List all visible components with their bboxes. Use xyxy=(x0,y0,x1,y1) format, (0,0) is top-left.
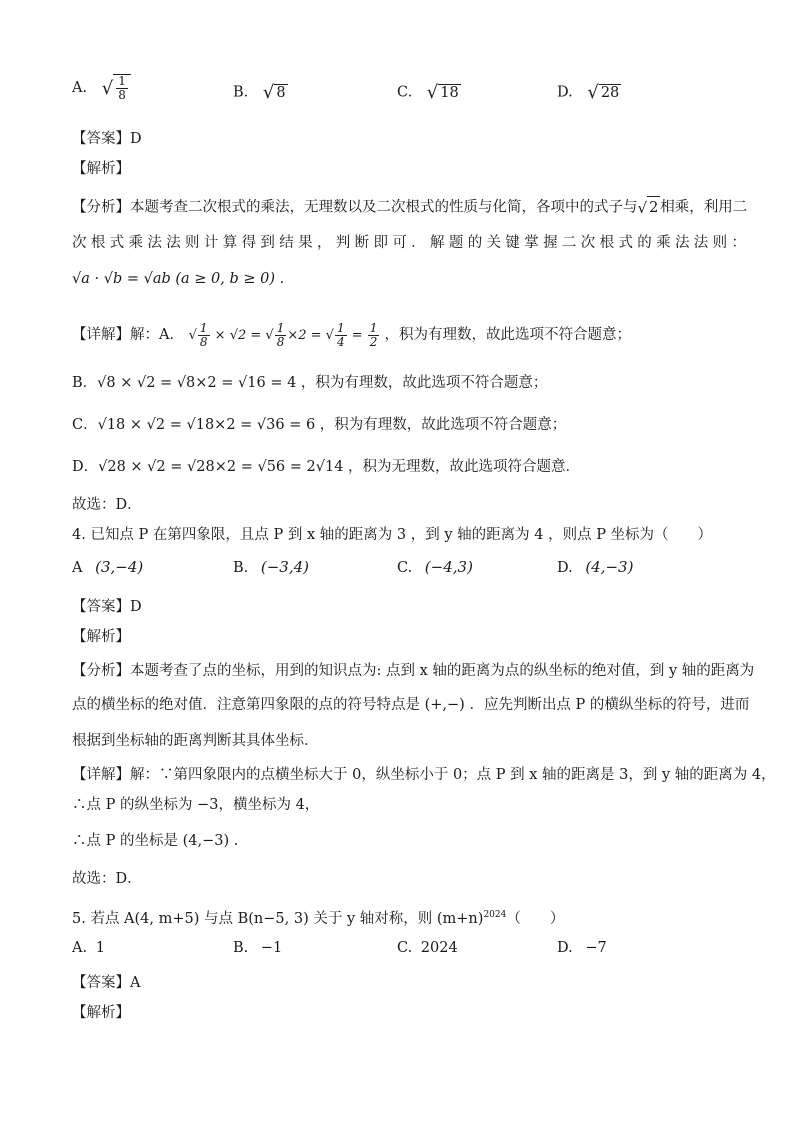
q4-fenxi-line-3: 根据到坐标轴的距离判断其具体坐标． xyxy=(72,733,319,749)
q3-fenxi-line-1 xyxy=(72,196,746,219)
radicand: 28 xyxy=(600,85,620,101)
q4-detail-2: ∴点 P 的纵坐标为 −3，横坐标为 4， xyxy=(72,797,320,813)
option-label: C. xyxy=(397,84,413,101)
q5-stem xyxy=(72,904,746,930)
option-label: A xyxy=(72,560,83,576)
exponent: 2024 xyxy=(483,910,507,920)
q5-answer xyxy=(72,972,746,994)
q4-fenxi-line-2: 点的横坐标的绝对值．注意第四象限的点的符号特点是 (+,−) ．应先判断出点 P 的横纵坐标的符号，进而 xyxy=(72,697,750,713)
sqrt-expression: √ 18 xyxy=(426,82,459,103)
sqrt-expression: √ $\frac{1}{8}$ xyxy=(102,74,131,102)
q3-fenxi-line-3: √a · √b = √ab (a ≥ 0, b ≥ 0) . xyxy=(72,271,285,287)
fenxi-text: 本题考查二次根式的乘法，无理数以及二次根式的性质与化简，各项中的式子与 xyxy=(130,199,638,216)
fenxi-text: 本题考查了点的坐标，用到的知识点为: 点到 x 轴的距离为点的纵坐标的绝对值，到 y 轴的距离为 xyxy=(130,663,755,679)
q4-option-d xyxy=(557,558,633,576)
radicand: 18 xyxy=(440,85,459,101)
q5-analysis-label: 【解析】 xyxy=(72,1005,130,1021)
option-label: D. xyxy=(557,560,573,576)
sqrt-expression: √ 28 xyxy=(587,82,620,103)
answer-value: D xyxy=(130,599,142,615)
q3-detail-a xyxy=(72,322,746,349)
fraction-numerator: 1 xyxy=(118,74,126,88)
q4-choose: 故选：D． xyxy=(72,871,142,887)
q3-option-d xyxy=(557,82,621,103)
q4-answer xyxy=(72,596,746,618)
detail-a-formula: √ $\frac{1}{8}$ × √2 = √ $\frac{1}{8}$ ×2 = √ $\frac{1}{4}$ = $\frac{1}{2}$ xyxy=(188,321,378,349)
answer-label: 【答案】 xyxy=(72,131,130,147)
stem-text: 5. 若点 A(4, m+5) 与点 B(n−5, 3) 关于 y 轴对称，则 (m+n) xyxy=(72,910,484,927)
fenxi-label: 【分析】 xyxy=(72,663,130,679)
q4-detail-1 xyxy=(72,764,776,786)
q5-option-b xyxy=(233,940,282,956)
fenxi-label: 【分析】 xyxy=(72,199,130,216)
answer-label: 【答案】 xyxy=(72,975,130,991)
option-value: (−4,3) xyxy=(424,558,473,576)
q5-option-d xyxy=(557,940,607,956)
q4-detail-3: ∴点 P 的坐标是 (4,−3) . xyxy=(72,833,239,849)
q3-detail-c: C．√18 × √2 = √18×2 = √36 = 6 ，积为有理数，故此选项不符合题意； xyxy=(72,417,567,433)
q4-option-a xyxy=(72,558,143,576)
q4-option-c xyxy=(397,558,473,576)
detail-text: 解：∵第四象限内的点横坐标大于 0，纵坐标小于 0；点 P 到 x 轴的距离是 3，到 y 轴的距离为 4， xyxy=(130,767,776,783)
sqrt-expression: √ 2 xyxy=(638,196,661,219)
q5-option-c xyxy=(397,940,458,956)
option-value: (3,−4) xyxy=(95,558,144,576)
fraction-denominator: 8 xyxy=(118,88,126,102)
detail-text: ，积为有理数，故此选项不符合题意； xyxy=(384,327,632,343)
detail-label: 【详解】 xyxy=(72,327,130,343)
option-label: A. xyxy=(72,940,88,956)
q3-choose: 故选：D． xyxy=(72,497,142,513)
detail-label: 【详解】 xyxy=(72,767,130,783)
q4-option-b xyxy=(233,558,309,576)
q3-option-c xyxy=(397,82,461,103)
sqrt-expression: √ 8 xyxy=(262,82,286,103)
q5-option-a xyxy=(72,940,105,956)
answer-value: D xyxy=(130,131,142,147)
option-label: B. xyxy=(233,84,249,101)
q3-option-b xyxy=(233,82,288,103)
detail-text: 解：A． xyxy=(130,327,184,343)
option-value: (−3,4) xyxy=(260,558,310,576)
option-value: −1 xyxy=(260,940,283,956)
q4-fenxi-line-1 xyxy=(72,660,755,682)
q4-analysis-label: 【解析】 xyxy=(72,629,130,645)
option-label: B. xyxy=(233,560,249,576)
stem-tail: （ ） xyxy=(506,910,565,927)
option-label: C. xyxy=(397,940,413,956)
q3-detail-d: D．√28 × √2 = √28×2 = √56 = 2√14 ，积为无理数，故此选项符合题意． xyxy=(72,459,581,475)
option-value: −7 xyxy=(585,940,607,956)
option-label: C. xyxy=(397,560,413,576)
q3-option-a xyxy=(72,74,131,102)
q4-stem: 4. 已知点 P 在第四象限，且点 P 到 x 轴的距离为 3 ，到 y 轴的距离为 4 ，则点 P 坐标为（ ） xyxy=(72,527,713,543)
q3-answer xyxy=(72,128,746,150)
option-value: 1 xyxy=(95,940,105,956)
answer-value: A xyxy=(130,975,141,991)
option-value: (4,−3) xyxy=(585,558,634,576)
option-label: B. xyxy=(233,940,249,956)
option-label: A. xyxy=(72,80,88,96)
option-label: D. xyxy=(557,940,573,956)
q3-fenxi-line-2: 次根式乘法法则计算得到结果，判断即可．解题的关键掌握二次根式的乘法法则： xyxy=(72,235,746,251)
radicand: 2 xyxy=(647,196,660,219)
fenxi-text: 相乘，利用二 xyxy=(660,199,748,216)
option-value: 2024 xyxy=(420,940,458,956)
option-label: D. xyxy=(557,84,573,101)
radicand: 8 xyxy=(276,85,286,101)
q3-detail-b: B．√8 × √2 = √8×2 = √16 = 4 ，积为有理数，故此选项不符合题意； xyxy=(72,375,548,391)
answer-label: 【答案】 xyxy=(72,599,130,615)
q3-analysis-label: 【解析】 xyxy=(72,161,130,177)
